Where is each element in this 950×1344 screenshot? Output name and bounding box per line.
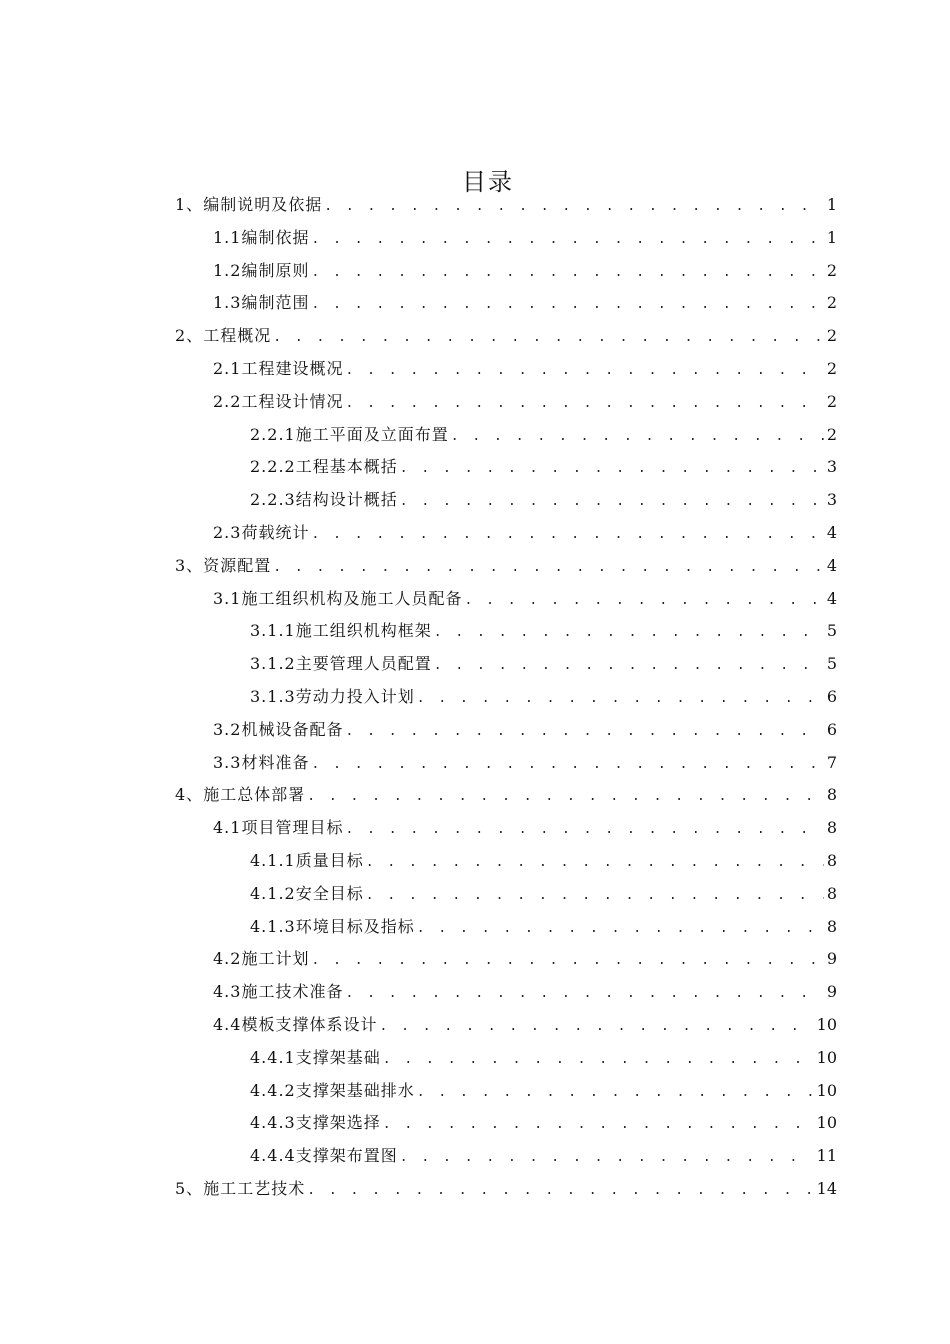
toc-entry-page-number: 10 [816,1014,837,1034]
page-title: 目录 [462,168,514,197]
toc-entry-label: 结构设计概括 [295,490,398,510]
dot-leader [400,489,824,515]
toc-entry-label: 模板支撑体系设计 [241,1014,378,1034]
toc-entry-number: 2.2.2 [250,457,296,477]
toc-entry-page-number: 4 [826,588,837,608]
toc-entry-page-number: 5 [826,621,837,641]
toc-entry-label: 施工计划 [241,949,310,969]
toc-entry-number: 2.2.1 [250,424,296,444]
toc-entry[interactable] [213,1012,837,1045]
toc-entry[interactable] [213,750,837,783]
toc-entry-label: 劳动力投入计划 [295,686,415,706]
toc-entry-number: 4.4 [213,1014,242,1034]
toc-entry-page-number: 8 [826,883,837,903]
dot-leader [366,850,824,876]
toc-entry[interactable] [250,1045,837,1078]
toc-entry-label: 材料准备 [241,752,310,772]
toc-entry-page-number: 1 [826,227,837,247]
dot-leader [383,1112,814,1138]
toc-entry-number: 4.1 [213,818,242,838]
toc-entry[interactable] [213,356,837,389]
toc-entry-page-number: 10 [816,1080,837,1100]
toc-entry[interactable] [250,454,837,487]
toc-entry-page-number: 7 [826,752,837,772]
dot-leader [345,358,823,384]
toc-entry-label: 编制依据 [241,227,310,247]
toc-entry-page-number: 14 [816,1178,837,1198]
toc-entry-page-number: 2 [826,293,837,313]
toc-entry-number: 4.4.3 [250,1113,296,1133]
toc-entry-number: 4.2 [213,949,242,969]
dot-leader [345,391,823,417]
toc-entry[interactable] [175,1176,837,1209]
toc-entry-page-number: 4 [826,522,837,542]
dot-leader [383,1047,814,1073]
toc-entry[interactable] [213,946,837,979]
dot-leader [345,981,823,1007]
toc-entry[interactable] [213,815,837,848]
toc-entry-number: 3、 [175,555,204,575]
toc-entry-number: 4.1.1 [250,850,296,870]
toc-entry-page-number: 1 [826,195,837,214]
toc-entry-page-number: 8 [826,785,837,805]
toc-entry-page-number: 2 [826,391,837,411]
toc-entry-page-number: 6 [826,686,837,706]
toc-entry-number: 4、 [175,785,204,805]
toc-entry[interactable] [250,1078,837,1111]
toc-entry-number: 1.1 [213,227,242,247]
dot-leader [311,260,823,286]
toc-entry-number: 1.2 [213,260,242,280]
dot-leader [417,916,824,942]
toc-entry-page-number: 8 [826,818,837,838]
toc-entry-label: 项目管理目标 [241,818,344,838]
dot-leader [311,948,823,974]
toc-entry-number: 2.2 [213,391,242,411]
toc-entry-number: 3.1.3 [250,686,296,706]
toc-entry[interactable] [250,684,837,717]
toc-entry-number: 1、 [175,195,204,214]
toc-entry-page-number: 3 [826,490,837,510]
toc-entry-label: 支撑架布置图 [295,1146,398,1166]
dot-leader [434,653,824,679]
toc-entry-page-number: 8 [826,916,837,936]
dot-leader [400,1145,814,1171]
toc-entry-page-number: 11 [816,1146,837,1166]
toc-entry-label: 施工工艺技术 [203,1178,306,1198]
toc-entry[interactable] [250,618,837,651]
toc-entry-page-number: 2 [826,358,837,378]
dot-leader [273,325,824,351]
dot-leader [345,817,823,843]
toc-entry-label: 荷载统计 [241,522,310,542]
toc-entry[interactable] [175,553,837,586]
toc-entry-label: 施工组织机构及施工人员配备 [241,588,463,608]
dot-leader [345,719,823,745]
dot-leader [417,1080,814,1106]
toc-entry-label: 主要管理人员配置 [295,654,432,674]
toc-entry-page-number: 2 [826,424,837,444]
toc-entry-number: 3.2 [213,719,242,739]
toc-entry[interactable] [250,651,837,684]
dot-leader [273,555,824,581]
toc-entry-label: 编制说明及依据 [203,195,323,214]
toc-entry[interactable] [213,520,837,553]
toc-entry[interactable] [250,1110,837,1143]
toc-entry-number: 4.4.2 [250,1080,296,1100]
toc-entry[interactable] [250,422,837,455]
toc-entry[interactable] [250,848,837,881]
toc-entry-page-number: 10 [816,1047,837,1067]
toc-entry-label: 工程概况 [203,326,272,346]
toc-entry-label: 机械设备配备 [241,719,344,739]
toc-entry-number: 3.1.1 [250,621,296,641]
dot-leader [324,194,824,220]
toc-entry-number: 4.4.1 [250,1047,296,1067]
dot-leader [379,1014,813,1040]
dot-leader [311,522,823,548]
toc-entry[interactable] [250,487,837,520]
toc-entry-label: 工程基本概括 [295,457,398,477]
toc-entry[interactable] [213,979,837,1012]
toc-entry-number: 1.3 [213,293,242,313]
toc-entry[interactable] [213,389,837,422]
toc-entry-number: 5、 [175,1178,204,1198]
toc-entry-page-number: 9 [826,949,837,969]
toc-entry-number: 4.3 [213,982,242,1002]
dot-leader [464,588,823,614]
toc-entry-label: 施工技术准备 [241,982,344,1002]
toc-entry[interactable] [250,1143,837,1176]
toc-entry-label: 编制范围 [241,293,310,313]
toc-entry-number: 4.1.2 [250,883,296,903]
toc-entry[interactable] [250,914,837,947]
toc-entry[interactable] [213,717,837,750]
toc-entry-label: 安全目标 [295,883,364,903]
toc-entry[interactable] [250,881,837,914]
toc-entry-label: 资源配置 [203,555,272,575]
toc-entry[interactable] [213,290,837,323]
toc-entry-label: 施工总体部署 [203,785,306,805]
toc-entry[interactable] [175,782,837,815]
toc-entry-page-number: 6 [826,719,837,739]
toc-entry-page-number: 9 [826,982,837,1002]
toc-entry[interactable] [213,258,837,291]
toc-entry-number: 2.2.3 [250,490,296,510]
dot-leader [307,1178,813,1204]
toc-entry-page-number: 2 [826,260,837,280]
dot-leader [307,784,824,810]
toc-entry-label: 支撑架基础 [295,1047,381,1067]
toc-entry-page-number: 10 [816,1113,837,1133]
toc-entry-number: 2.1 [213,358,242,378]
toc-entry-label: 环境目标及指标 [295,916,415,936]
toc-entry-page-number: 4 [826,555,837,575]
toc-entry[interactable] [175,323,837,356]
toc-entry-page-number: 3 [826,457,837,477]
toc-entry-label: 支撑架基础排水 [295,1080,415,1100]
toc-entry-label: 施工组织机构框架 [295,621,432,641]
toc-entry[interactable] [213,586,837,619]
dot-leader [311,752,823,778]
toc-entry-label: 支撑架选择 [295,1113,381,1133]
table-of-contents [0,192,950,1209]
toc-entry-label: 工程建设概况 [241,358,344,378]
dot-leader [366,883,824,909]
toc-entry-label: 编制原则 [241,260,310,280]
dot-leader [311,227,823,253]
dot-leader [417,686,824,712]
toc-entry[interactable] [213,225,837,258]
toc-entry-number: 2.3 [213,522,242,542]
toc-entry-number: 2、 [175,326,204,346]
toc-entry-number: 4.4.4 [250,1146,296,1166]
toc-entry-number: 3.1.2 [250,654,296,674]
dot-leader [451,424,824,450]
toc-entry-number: 3.3 [213,752,242,772]
toc-entry-label: 质量目标 [295,850,364,870]
toc-entry-number: 3.1 [213,588,242,608]
dot-leader [400,456,824,482]
dot-leader [311,292,823,318]
toc-entry-number: 4.1.3 [250,916,296,936]
toc-entry[interactable] [175,192,837,225]
toc-entry-page-number: 5 [826,654,837,674]
dot-leader [434,620,824,646]
toc-entry-page-number: 2 [826,326,837,346]
toc-entry-label: 工程设计情况 [241,391,344,411]
toc-entry-label: 施工平面及立面布置 [295,424,449,444]
toc-entry-page-number: 8 [826,850,837,870]
